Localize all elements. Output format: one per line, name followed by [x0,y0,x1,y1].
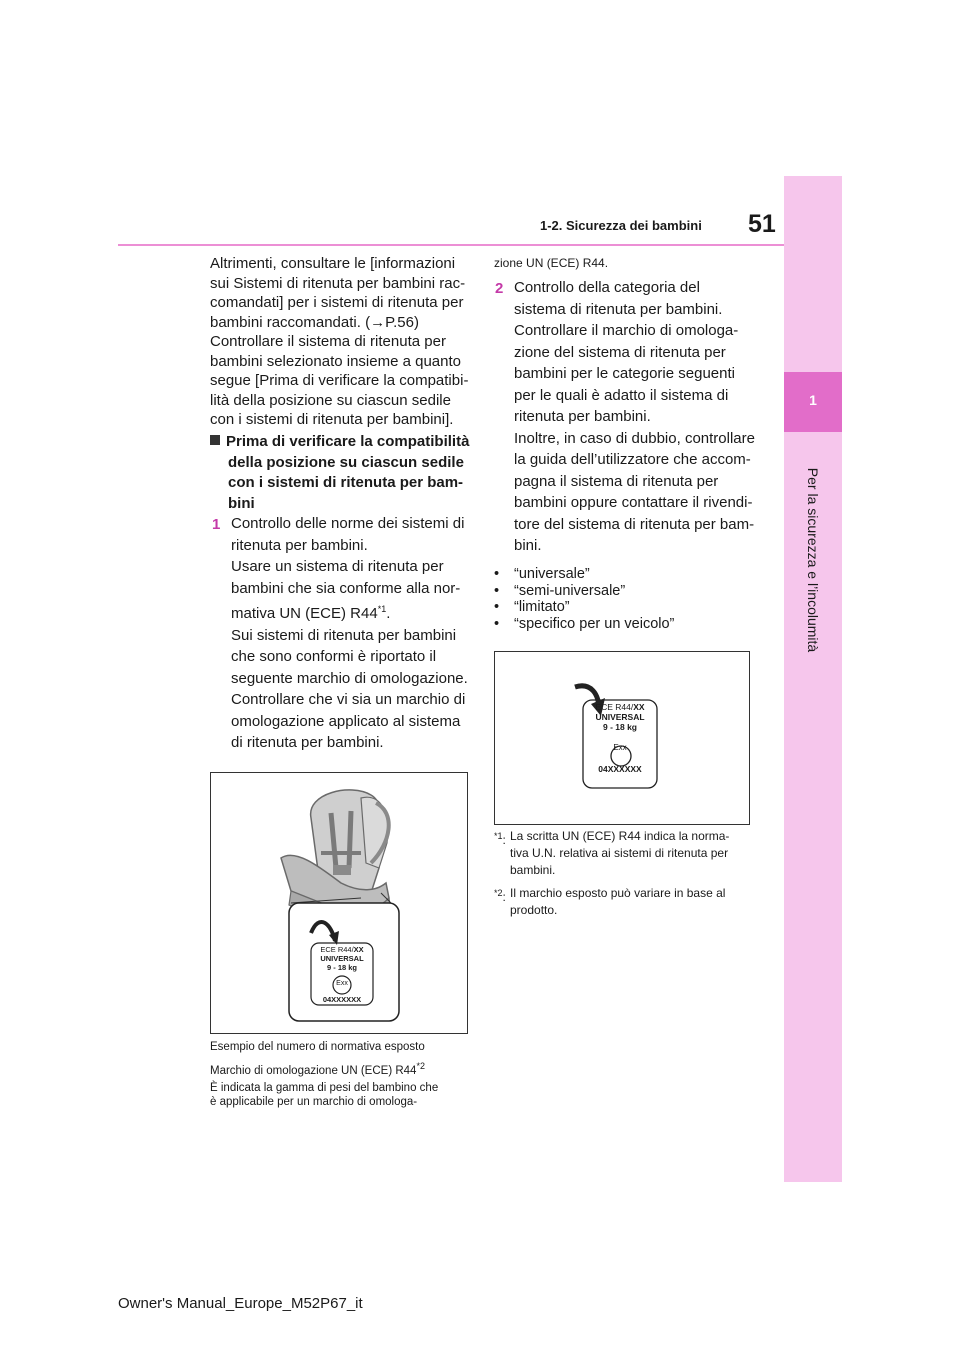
child-seat-figure [210,772,468,1034]
subheading: Prima di verificare la compatibilità della posizione su ciascun sedile con i sistemi di ritenuta per bam- bini [210,432,470,514]
approval-label-1: ECE R44/XX UNIVERSAL 9 - 18 kg Exx 04XXXXXX [320,945,364,1004]
footnote-2: $^{*2}$: Il marchio esposto può variare in base al prodotto. [494,886,726,917]
list-item: • “universale” [494,566,590,582]
footnotes [494,828,754,919]
page-number: 51 [748,210,776,238]
chapter-number: 1 [809,392,817,408]
step-1-text: Controllo delle norme dei sistemi di ritenuta per bambini. Usare un sistema di ritenuta per bambini che sia conforme alla nor- mativa UN (ECE) R44$^{*1}$. Sui sistemi di ritenuta per bambini che sono conformi è riportato il seguente marchio di omologazione. Controllare che vi sia un marchio di omologazione applicato al sistema di ritenuta per bambini. [231,515,468,751]
square-bullet-icon [210,435,220,445]
list-item: • “specifico per un veicolo” [494,615,675,632]
header-rule [118,244,784,246]
section-title: 1-2. Sicurezza dei bambini [540,218,702,233]
category-list [494,566,674,632]
intro-paragraph: Altrimenti, consultare le [informazioni sui Sistemi di ritenuta per bambini rac- comandati] per i sistemi di ritenuta per bambini raccomandati. (→P.56) Controllare il sistema di ritenuta per bambini selezionato insieme a quanto segue [Prima di verificare la compatibi- lità della posizione su ciascun sedile con i sistemi di ritenuta per bambini]. [210,255,469,428]
list-item: • “semi-universale” [494,582,626,599]
step-1-number: 1 [212,516,221,533]
figure-captions: Esempio del numero di normativa esposto Marchio di omologazione UN (ECE) R44$^{*2}$ È indicata la gamma di pesi del bambino che è applicabile per un marchio di omologa- [210,1041,439,1108]
approval-mark-figure [494,651,750,825]
chapter-label: Per la sicurezza e l’incolumità [805,467,821,653]
chapter-side-bar [784,176,842,1182]
list-item: • “limitato” [494,599,570,615]
step-2-number: 2 [495,280,504,297]
step-2-text: Controllo della categoria del sistema di ritenuta per bambini. Controllare il marchio di omologa- zione del sistema di ritenuta per bambini per le categorie seguenti per le quali è adatto il sistema di ritenuta per bambini. Inoltre, in caso di dubbio, controllare la guida dell’utilizzatore che accom- pagna il sistema di ritenuta per bambini oppure contattare il rivendi- tore del sistema di ritenuta per bam- bini. [514,279,755,554]
footer-text: Owner's Manual_Europe_M52P67_it [118,1295,363,1312]
footnote-1: $^{*1}$: La scritta UN (ECE) R44 indica la norma- tiva U.N. relativa ai sistemi di ritenuta per bambini. [494,829,730,877]
approval-label-2: ECE R44/XX UNIVERSAL 9 - 18 kg Exx 04XXXXXX [595,702,645,774]
caption-continuation: zione UN (ECE) R44. [494,256,609,270]
